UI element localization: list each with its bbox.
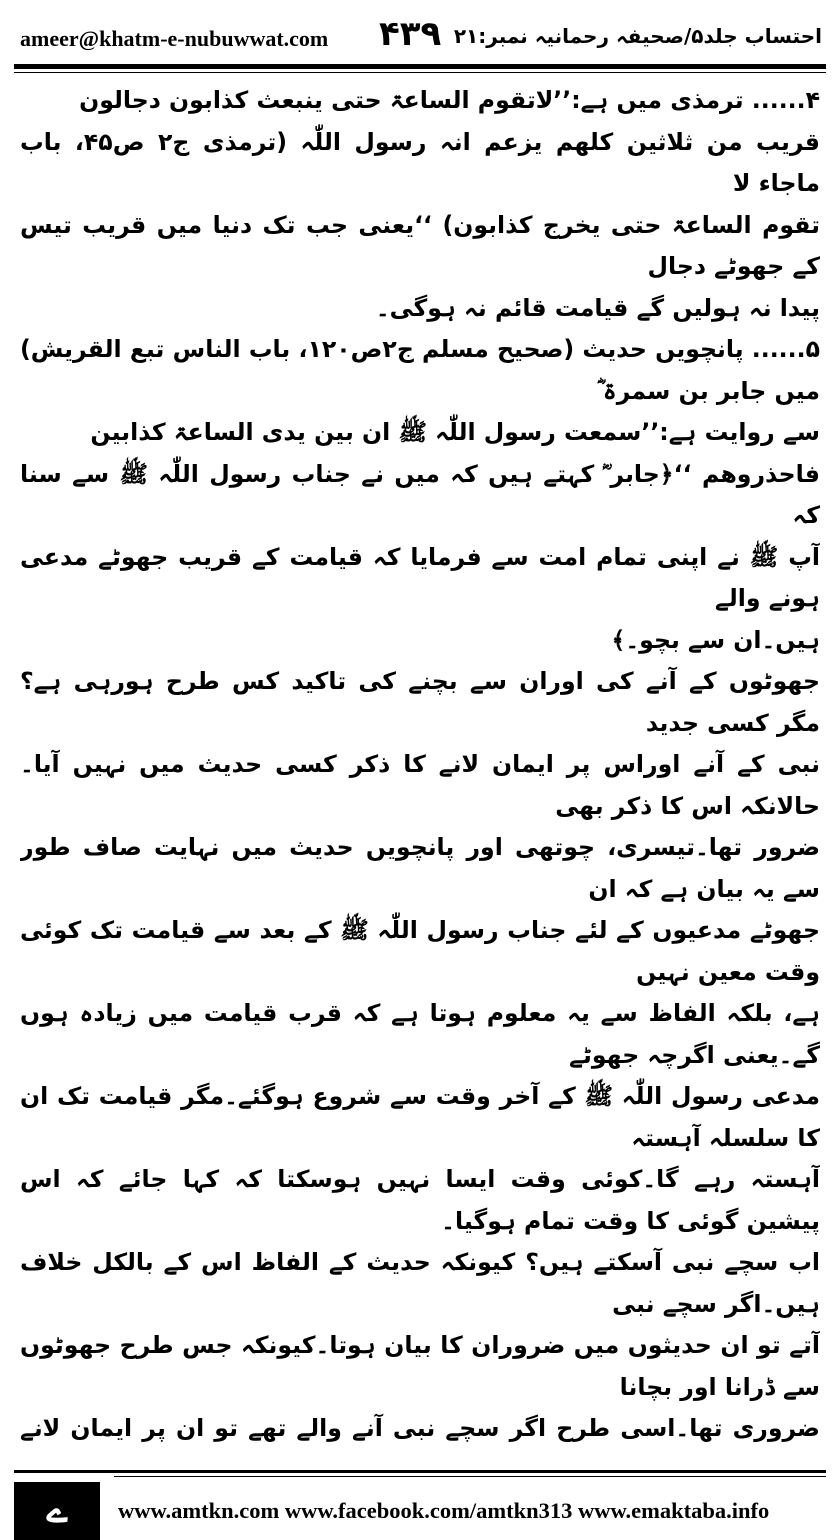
header-rule-thin	[14, 72, 826, 73]
text-line: ہے، بلکہ الفاظ سے یہ معلوم ہوتا ہے کہ قرب قیامت میں زیادہ ہوں گے۔یعنی اگرچہ جھوٹے	[20, 999, 820, 1069]
footer-links: www.amtkn.com www.facebook.com/amtkn313 www.emaktaba.info	[118, 1498, 770, 1523]
footer-rule	[14, 1470, 826, 1473]
page-body	[20, 80, 820, 1450]
text-line: ۴...... ترمذی میں ہے:’’لاتقوم الساعۃ حتی ینبعث کذابون دجالون	[79, 86, 820, 114]
series-title: احتساب جلد۵/صحیفہ رحمانیہ نمبر:۲۱	[453, 24, 822, 48]
page-header	[14, 10, 826, 60]
text-line: تقوم الساعۃ حتی یخرج کذابون) ‘‘یعنی جب تک دنیا میں قریب تیس کے جھوٹے دجال	[20, 210, 820, 280]
text-line: آپ ﷺ نے اپنی تمام امت سے فرمایا کہ قیامت کے قریب جھوٹے مدعی ہونے والے	[20, 542, 820, 612]
page-number: ۴۳۹	[379, 14, 442, 54]
header-email: ameer@khatm-e-nubuwwat.com	[20, 26, 329, 51]
text-line: ضرور تھا۔تیسری، چوتھی اور پانچویں حدیث میں نہایت صاف طور سے یہ بیان ہے کہ ان	[20, 833, 820, 903]
text-line: فاحذروھم ‘‘﴿جابر ؓ کہتے ہیں کہ میں نے جناب رسول اللّٰہ ﷺ سے سنا کہ	[20, 459, 820, 529]
text-line: جھوٹے مدعیوں کے لئے جناب رسول اللّٰہ ﷺ کے بعد سے قیامت تک کوئی وقت معین نہیں	[20, 916, 820, 986]
text-line: آتے تو ان حدیثوں میں ضروران کا بیان ہوتا۔کیونکہ جس طرح جھوٹوں سے ڈرانا اور بچانا	[20, 1331, 820, 1401]
text-line: ضروری تھا۔اسی طرح اگر سچے نبی آنے والے تھے تو ان پر ایمان لانے	[20, 1414, 820, 1442]
text-line: نبی کے آنے اوراس پر ایمان لانے کا ذکر کسی حدیث میں نہیں آیا۔ حالانکہ اس کا ذکر بھی	[20, 750, 820, 820]
header-rule	[14, 64, 826, 69]
page-footer	[14, 1462, 826, 1540]
text-line: ہیں۔ان سے بچو۔﴾	[611, 625, 820, 654]
text-line: آہستہ رہے گا۔کوئی وقت ایسا نہیں ہوسکتا کہ کہا جائے کہ اس پیشین گوئی کا وقت تمام ہوگیا۔	[20, 1165, 820, 1235]
text-line: پیدا نہ ہولیں گے قیامت قائم نہ ہوگی۔	[375, 293, 820, 322]
text-line: سے روایت ہے:’’سمعت رسول اللّٰہ ﷺ ان بین یدی الساعۃ کذابین	[90, 418, 820, 446]
text-line: جھوٹوں کے آنے کی اوران سے بچنے کی تاکید کس طرح ہورہی ہے؟ مگر کسی جدید	[20, 667, 820, 737]
text-line: مدعی رسول اللّٰہ ﷺ کے آخر وقت سے شروع ہوگئے۔مگر قیامت تک ان کا سلسلہ آہستہ	[20, 1082, 820, 1152]
text-line: ۵...... پانچویں حدیث (صحیح مسلم ج۲ص۱۲۰، باب الناس تبع القریش) میں جابر بن سمرۃ ؓ	[20, 335, 820, 405]
footer-rule-thin	[114, 1476, 826, 1477]
footer-mark: ے	[14, 1482, 100, 1540]
text-line: اب سچے نبی آسکتے ہیں؟ کیونکہ حدیث کے الفاظ اس کے بالکل خلاف ہیں۔اگر سچے نبی	[20, 1248, 820, 1318]
text-line: قریب من ثلاثین کلھم یزعم انہ رسول اللّٰہ (ترمذی ج۲ ص۴۵، باب ماجاء لا	[20, 127, 820, 197]
